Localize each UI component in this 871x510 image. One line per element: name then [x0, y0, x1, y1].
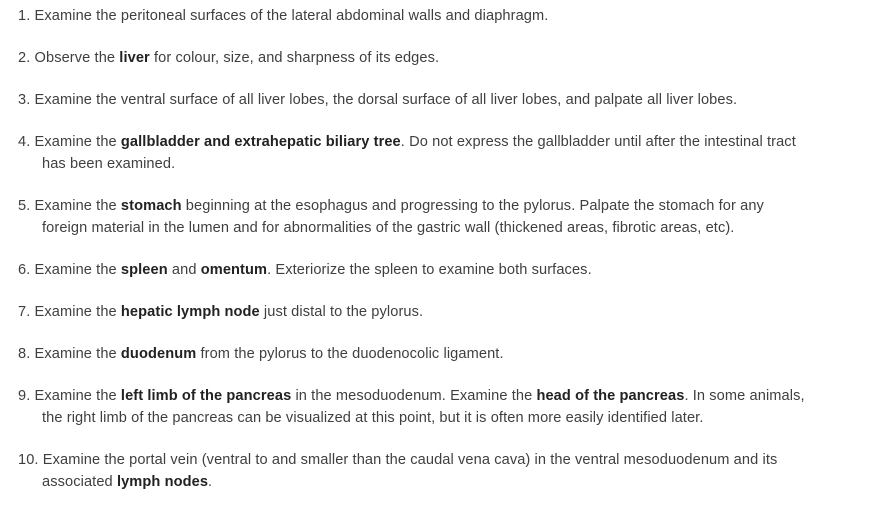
step-4: [18, 131, 848, 175]
step-text: . In some animals,: [684, 388, 805, 404]
step-text: Examine the peritoneal surfaces of the lateral abdominal walls and diaphragm.: [34, 8, 549, 24]
step-continuation: [18, 471, 848, 493]
step-5: [18, 195, 848, 239]
step-number: 6.: [18, 262, 31, 278]
step-7: [18, 301, 848, 323]
step-keyword: left limb of the pancreas: [120, 388, 292, 404]
step-3: [18, 89, 848, 111]
step-keyword: gallbladder and extrahepatic biliary tree: [120, 134, 401, 150]
step-keyword: head of the pancreas: [536, 388, 685, 404]
step-text: for colour, size, and sharpness of its edges.: [149, 50, 440, 66]
step-number: 2.: [18, 50, 31, 66]
step-text: beginning at the esophagus and progressing to the pylorus. Palpate the stomach for any: [181, 198, 764, 214]
step-text: Observe the: [34, 50, 120, 66]
step-continuation: has been examined.: [42, 156, 176, 172]
step-text: . Exteriorize the spleen to examine both surfaces.: [267, 262, 592, 278]
step-text: just distal to the pylorus.: [259, 304, 424, 320]
step-text: Examine the: [34, 262, 121, 278]
step-number: 4.: [18, 134, 31, 150]
step-text: Examine the: [34, 388, 121, 404]
step-2: [18, 47, 848, 69]
step-keyword: liver: [119, 50, 150, 66]
step-keyword: duodenum: [120, 346, 197, 362]
step-text: and: [167, 262, 201, 278]
step-text: Examine the ventral surface of all liver lobes, the dorsal surface of all liver lobes, and palpate all liver lobes.: [34, 92, 738, 108]
step-1: [18, 5, 848, 27]
step-text: Examine the: [34, 346, 121, 362]
step-6: [18, 259, 848, 281]
step-10: [18, 449, 848, 493]
step-number: 8.: [18, 346, 31, 362]
step-number: 7.: [18, 304, 31, 320]
step-text: Examine the: [34, 304, 121, 320]
step-continuation: foreign material in the lumen and for abnormalities of the gastric wall (thickened areas, fibrotic areas, etc).: [42, 220, 735, 236]
step-text: .: [208, 474, 213, 490]
step-text: Examine the: [34, 134, 121, 150]
step-9: [18, 385, 848, 429]
step-number: 9.: [18, 388, 31, 404]
step-keyword: lymph nodes: [116, 474, 209, 490]
step-number: 3.: [18, 92, 31, 108]
step-8: [18, 343, 848, 365]
step-keyword: hepatic lymph node: [120, 304, 260, 320]
step-text: Examine the: [34, 198, 121, 214]
step-text: in the mesoduodenum. Examine the: [291, 388, 537, 404]
step-continuation: the right limb of the pancreas can be visualized at this point, but it is often more easily identified later.: [42, 410, 704, 426]
step-text: . Do not express the gallbladder until after the intestinal tract: [400, 134, 796, 150]
step-keyword: spleen: [120, 262, 168, 278]
step-text: from the pylorus to the duodenocolic ligament.: [196, 346, 504, 362]
step-text: Examine the portal vein (ventral to and smaller than the caudal vena cava) in the ventral mesoduodenum and its: [42, 452, 778, 468]
step-keyword: omentum: [200, 262, 268, 278]
step-text: associated: [42, 474, 117, 490]
step-number: 1.: [18, 8, 31, 24]
step-keyword: stomach: [120, 198, 182, 214]
step-number: 10.: [18, 452, 39, 468]
step-number: 5.: [18, 198, 31, 214]
